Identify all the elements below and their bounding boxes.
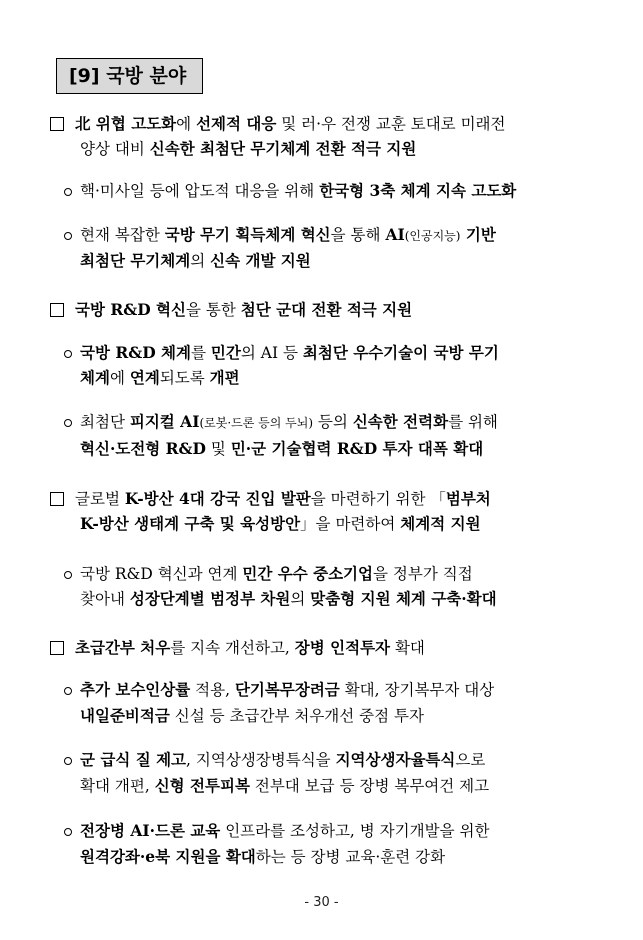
text-run: 국방 R&D 체계	[80, 343, 192, 362]
text-run: 신형 전투피복	[154, 776, 250, 795]
text-run: 및	[205, 440, 231, 458]
paragraph-line	[80, 224, 496, 247]
text-run: 원격강좌·e북 지원을 확대	[80, 847, 256, 866]
text-run: K-방산 4대 강국 진입 발판	[124, 489, 311, 508]
circle-bullet-icon	[64, 687, 72, 695]
text-run: 범부처	[445, 489, 491, 508]
text-run: 맞춤형 지원 체계 구축·확대	[310, 589, 497, 608]
paragraph-line	[80, 588, 497, 610]
text-run: 민간	[210, 343, 241, 362]
section-title: [9] 국방 분야	[56, 58, 203, 94]
paragraph-line	[80, 820, 489, 842]
paragraph-line	[80, 775, 489, 797]
page-number: - 30 -	[304, 895, 339, 910]
paragraph-line	[80, 846, 445, 868]
paragraph-line	[80, 180, 516, 202]
text-run: 핵·미사일 등에 압도적 대응을 위해	[80, 182, 320, 200]
text-run: AI	[385, 225, 405, 244]
text-run: 군 급식 질 제고	[80, 750, 187, 769]
text-run: 신속한 전력화	[352, 412, 449, 431]
text-run: 장병 인적투자	[294, 638, 391, 657]
text-run: 초급간부 처우	[75, 638, 171, 657]
text-run: 를 위해	[448, 413, 498, 431]
paragraph-line	[80, 367, 240, 389]
text-run: 성장단계별 범정부 차원	[129, 589, 291, 608]
square-bullet-icon	[50, 641, 64, 655]
paragraph-line	[80, 138, 416, 160]
text-run: 체계적 지원	[400, 514, 481, 533]
paragraph-line	[80, 250, 311, 272]
circle-bullet-icon	[64, 571, 72, 579]
text-run: 등의	[313, 413, 353, 431]
square-bullet-icon	[50, 303, 64, 317]
text-run: 를 지속 개선하고,	[170, 639, 295, 657]
paragraph-line	[80, 679, 494, 701]
text-run: 확대 개편,	[80, 777, 155, 795]
text-run: 하는 등 장병 교육·훈련 강화	[255, 848, 446, 866]
text-run: 을 통해	[330, 226, 386, 244]
circle-bullet-icon	[64, 350, 72, 358]
paragraph-line	[75, 637, 425, 659]
text-run: 및 러·우 전쟁 교훈 토대로 미래전	[276, 115, 506, 133]
paragraph-line	[75, 113, 505, 135]
text-run: 한국형 3축 체계 지속 고도화	[319, 181, 517, 200]
square-bullet-icon	[50, 492, 64, 506]
text-run: 민·군 기술협력 R&D 투자 대폭 확대	[230, 439, 484, 458]
text-run: 국방 R&D 혁신	[75, 300, 187, 319]
text-run: 적용,	[190, 681, 235, 699]
text-run: 글로벌	[75, 490, 125, 508]
text-run: 단기복무장려금	[234, 680, 340, 699]
text-run: 지역상생자율특식	[335, 750, 456, 769]
text-run: 신속한 최첨단 무기체계 전환 적극 지원	[149, 139, 417, 158]
text-run: 기반	[460, 225, 496, 244]
text-run: (인공지능)	[404, 229, 461, 243]
circle-bullet-icon	[64, 232, 72, 240]
text-run: 」을 마련하여	[300, 515, 401, 533]
text-run: 최첨단 무기체계	[80, 251, 191, 270]
text-run: 양상 대비	[80, 140, 150, 158]
circle-bullet-icon	[64, 188, 72, 196]
text-run: 국방 무기 획득체계 혁신	[164, 225, 331, 244]
paragraph-line	[80, 438, 483, 460]
square-bullet-icon	[50, 117, 64, 131]
text-run: 최첨단 우수기술	[302, 343, 414, 362]
paragraph-line	[80, 411, 498, 434]
text-run: 의	[190, 252, 211, 270]
paragraph-line	[80, 705, 424, 727]
circle-bullet-icon	[64, 828, 72, 836]
text-run: 찾아내	[80, 590, 130, 608]
text-run: 를	[191, 344, 211, 362]
paragraph-line	[75, 299, 412, 321]
text-run: (로봇·드론 등의 두뇌)	[199, 416, 313, 430]
text-run: , 지역상생장병특식을	[186, 751, 336, 769]
text-run: 최첨단	[80, 413, 130, 431]
text-run: 현재 복잡한	[80, 226, 165, 244]
text-run: 선제적 대응	[196, 114, 277, 133]
text-run: 이 국방 무기	[413, 343, 499, 362]
text-run: 첨단 군대 전환 적극 지원	[240, 300, 413, 319]
text-run: 추가 보수인상률	[80, 680, 191, 699]
text-run: 신속 개발 지원	[210, 251, 311, 270]
text-run: 北 위협 고도화	[75, 114, 177, 133]
text-run: 피지컬 AI	[129, 412, 200, 431]
circle-bullet-icon	[64, 757, 72, 765]
text-run: 확대	[390, 639, 425, 657]
text-run: 민간 우수 중소기업	[242, 564, 373, 583]
text-run: 연계	[129, 368, 160, 387]
text-run: 에	[109, 369, 130, 387]
text-run: 에	[176, 115, 197, 133]
text-run: 내일준비적금	[80, 706, 170, 725]
text-run: 의 AI 등	[240, 344, 303, 362]
text-run: 개편	[209, 368, 240, 387]
text-run: 전부대 보급 등 장병 복무여건 제고	[249, 777, 490, 795]
text-run: 되도록	[159, 369, 210, 387]
text-run: 의	[290, 590, 311, 608]
text-run: 을 마련하기 위한 「	[310, 490, 446, 508]
paragraph-line	[80, 563, 473, 585]
paragraph-line	[80, 342, 499, 364]
paragraph-line	[75, 488, 491, 510]
text-run: K-방산 생태계 구축 및 육성방안	[80, 514, 301, 533]
paragraph-line	[80, 749, 485, 771]
text-run: 국방 R&D 혁신과 연계	[80, 565, 243, 583]
text-run: 혁신·도전형 R&D	[80, 439, 206, 458]
text-run: 을 통한	[186, 301, 241, 319]
text-run: 체계	[80, 368, 110, 387]
paragraph-line	[80, 513, 481, 535]
text-run: 으로	[455, 751, 486, 769]
circle-bullet-icon	[64, 419, 72, 427]
text-run: 인프라를 조성하고, 병 자기개발을 위한	[220, 822, 490, 840]
text-run: 신설 등 초급간부 처우개선 중점 투자	[169, 707, 425, 725]
text-run: 확대, 장기복무자 대상	[339, 681, 495, 699]
text-run: 전장병 AI·드론 교육	[80, 821, 221, 840]
text-run: 을 정부가 직접	[373, 565, 473, 583]
